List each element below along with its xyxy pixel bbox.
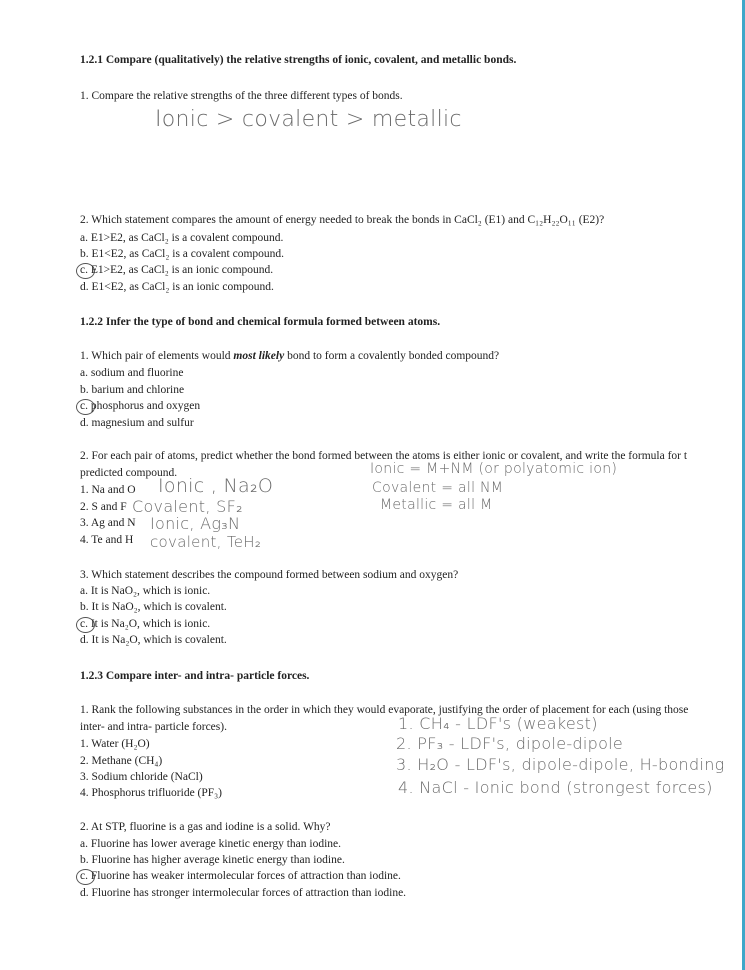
pair-item: 1. Na and O xyxy=(80,484,136,496)
question-1-2-2-q2-cont: predicted compound. xyxy=(80,467,178,479)
q1-text: 1. Which pair of elements would xyxy=(80,350,234,362)
handwritten-answer: 2. PF₃ - LDF's, dipole-dipole xyxy=(396,734,624,753)
question-1-2-2-q3: 3. Which statement describes the compound formed between sodium and oxygen? xyxy=(80,569,459,581)
option-d: d. Fluorine has stronger intermolecular forces of attraction than iodine. xyxy=(80,887,407,899)
handwritten-answer: Ionic > covalent > metallic xyxy=(155,107,462,132)
option-d: d. E1<E2, as CaCl₂ is an ionic compound. xyxy=(80,281,274,293)
option-a: a. It is NaO₂, which is ionic. xyxy=(80,585,211,597)
option-b: b. It is NaO₂, which is covalent. xyxy=(80,601,227,613)
substance-item: 2. Methane (CH₄) xyxy=(80,755,163,767)
question-1-2-1-q1: 1. Compare the relative strengths of the three different types of bonds. xyxy=(80,90,403,102)
section-heading-1-2-1: 1.2.1 Compare (qualitatively) the relative strengths of ionic, covalent, and metallic bonds. xyxy=(80,54,517,66)
option-d: d. It is Na₂O, which is covalent. xyxy=(80,634,227,646)
substance-item: 4. Phosphorus trifluoride (PF₃) xyxy=(80,787,223,799)
option-a: a. Fluorine has lower average kinetic energy than iodine. xyxy=(80,838,342,850)
q1-emphasis: most likely xyxy=(233,350,285,362)
option-c: c. E1>E2, as CaCl₂ is an ionic compound. xyxy=(80,264,274,276)
pair-item: 2. S and F xyxy=(80,501,127,513)
section-heading-1-2-3: 1.2.3 Compare inter- and intra- particle forces. xyxy=(80,670,310,682)
option-a: a. sodium and fluorine xyxy=(80,367,184,379)
question-1-2-2-q1 xyxy=(80,349,499,363)
handwritten-answer: Ionic, Ag₃N xyxy=(150,514,241,533)
question-1-2-1-q2: 2. Which statement compares the amount of energy needed to break the bonds in CaCl₂ (E1) and C₁₂H₂₂O₁₁ (E2)? xyxy=(80,214,605,226)
handwritten-answer: Covalent, SF₂ xyxy=(132,497,243,516)
question-1-2-2-q2: 2. For each pair of atoms, predict whether the bond formed between the atoms is either ionic or covalent, and write the formula for t xyxy=(80,450,688,462)
handwritten-answer: 3. H₂O - LDF's, dipole-dipole, H-bonding xyxy=(396,755,725,774)
q1-text-end: bond to form a covalently bonded compound? xyxy=(284,350,500,362)
handwritten-note: Ionic = M+NM (or polyatomic ion) xyxy=(370,461,618,477)
handwritten-answer: 4. NaCl - Ionic bond (strongest forces) xyxy=(398,778,713,797)
pair-item: 3. Ag and N xyxy=(80,517,136,529)
handwritten-note: Metallic = all M xyxy=(380,497,493,513)
option-b: b. Fluorine has higher average kinetic energy than iodine. xyxy=(80,854,345,866)
option-d: d. magnesium and sulfur xyxy=(80,417,194,429)
option-b: b. barium and chlorine xyxy=(80,384,185,396)
question-1-2-3-q1-cont: inter- and intra- particle forces). xyxy=(80,721,227,733)
pair-item: 4. Te and H xyxy=(80,534,134,546)
option-c: c. Fluorine has weaker intermolecular forces of attraction than iodine. xyxy=(80,870,401,882)
question-1-2-3-q1: 1. Rank the following substances in the order in which they would evaporate, justifying the order of placement for each (using those xyxy=(80,704,689,716)
question-1-2-3-q2: 2. At STP, fluorine is a gas and iodine is a solid. Why? xyxy=(80,821,331,833)
option-a: a. E1>E2, as CaCl₂ is a covalent compound. xyxy=(80,232,284,244)
option-c: c. It is Na₂O, which is ionic. xyxy=(80,618,211,630)
substance-item: 1. Water (H₂O) xyxy=(80,738,150,750)
handwritten-answer: covalent, TeH₂ xyxy=(150,533,262,551)
handwritten-note: Covalent = all NM xyxy=(372,480,504,496)
option-c: c. phosphorus and oxygen xyxy=(80,400,201,412)
handwritten-answer: 1. CH₄ - LDF's (weakest) xyxy=(398,714,598,733)
option-b: b. E1<E2, as CaCl₂ is a covalent compound. xyxy=(80,248,285,260)
substance-item: 3. Sodium chloride (NaCl) xyxy=(80,771,203,783)
handwritten-answer: Ionic , Na₂O xyxy=(158,475,274,497)
section-heading-1-2-2: 1.2.2 Infer the type of bond and chemical formula formed between atoms. xyxy=(80,316,441,328)
